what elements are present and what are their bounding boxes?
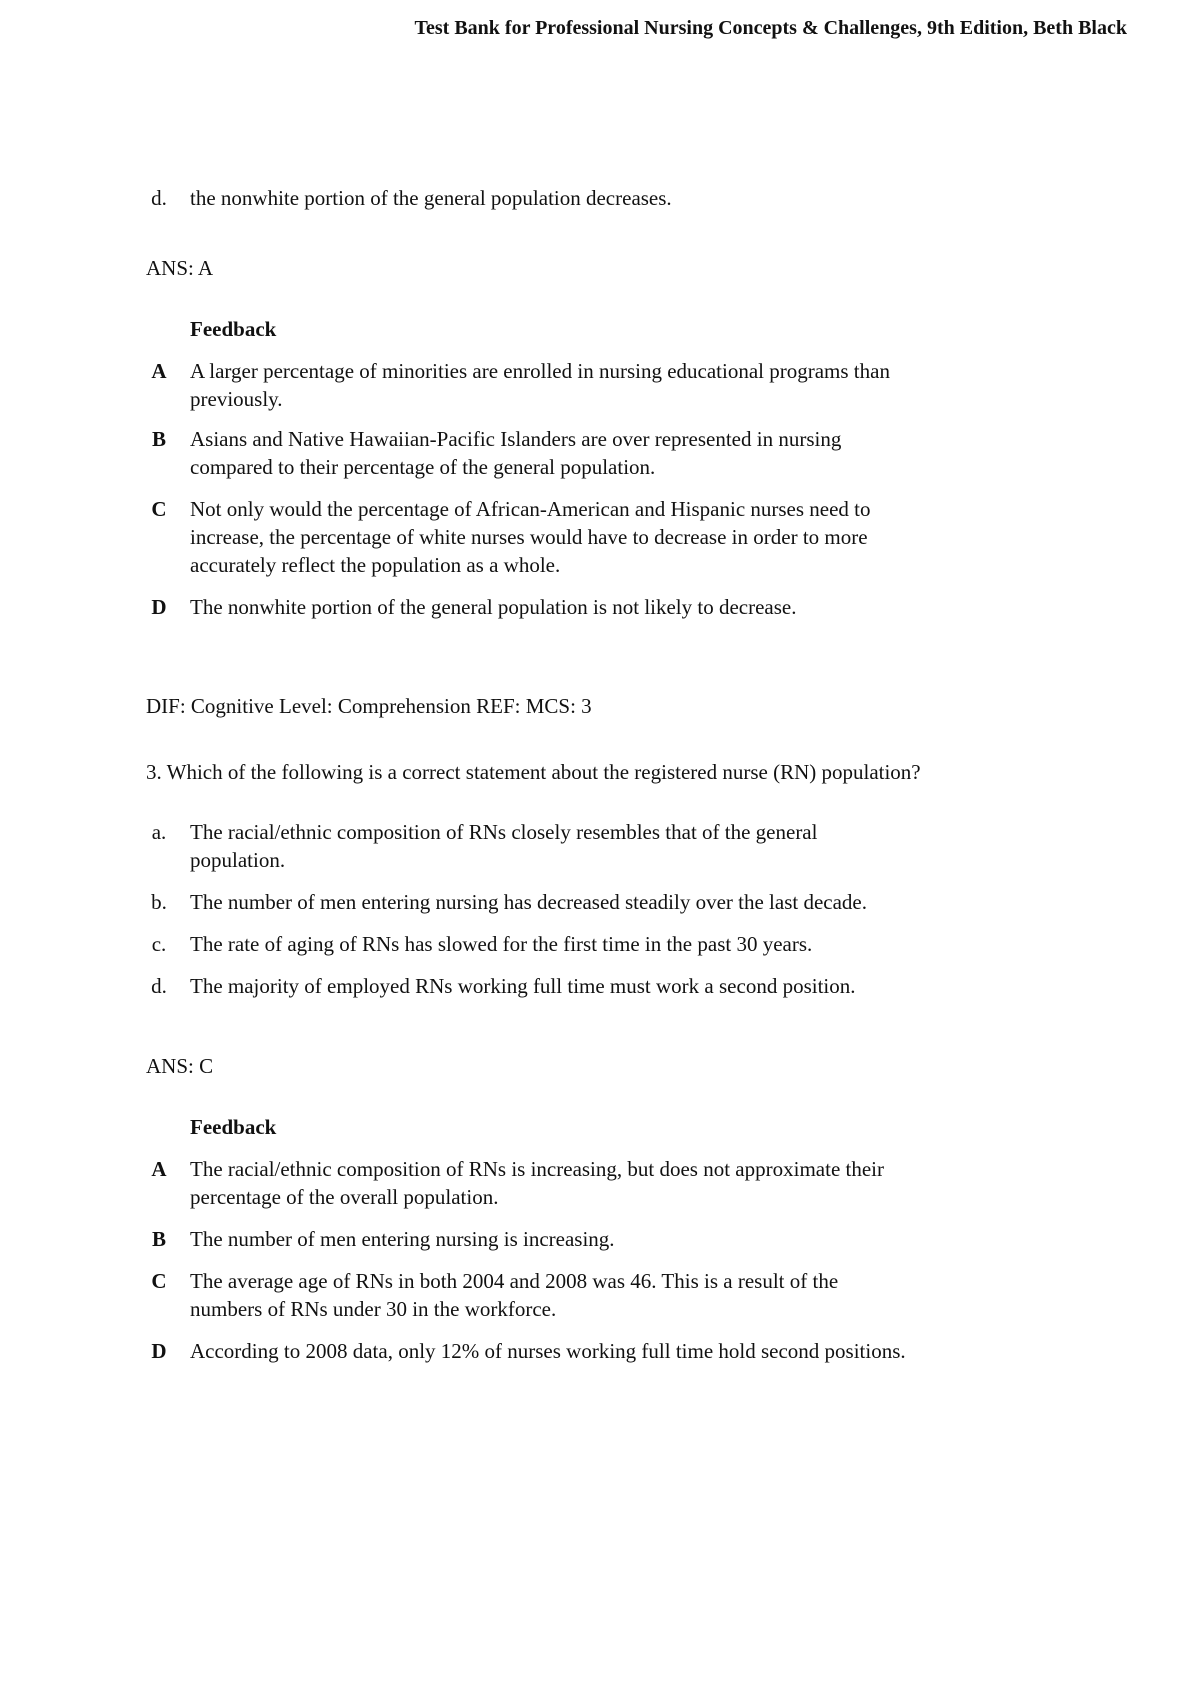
q3-feedback — [146, 1113, 906, 1365]
option-item — [146, 888, 1150, 916]
option-label: a. — [151, 820, 167, 844]
option-item — [146, 972, 1150, 1000]
feedback-title: Feedback — [190, 1115, 277, 1139]
feedback-text: The racial/ethnic composition of RNs is increasing, but does not approximate their percentage of the overall population. — [190, 1157, 884, 1209]
feedback-item — [146, 1337, 906, 1365]
option-text: The majority of employed RNs working full time must work a second position. — [190, 974, 856, 998]
option-item — [146, 818, 906, 874]
q3-answer: ANS: C — [146, 1054, 214, 1078]
q2-answer: ANS: A — [146, 256, 214, 280]
feedback-text: Not only would the percentage of African-American and Hispanic nurses need to increase, the percentage of white nurses would have to decrease in order to more accurately reflect the population as a whole. — [190, 497, 871, 577]
feedback-label: D — [151, 1339, 167, 1363]
feedback-text: The number of men entering nursing is increasing. — [190, 1227, 615, 1251]
feedback-text: According to 2008 data, only 12% of nurses working full time hold second positions. — [190, 1339, 906, 1363]
feedback-text: The nonwhite portion of the general population is not likely to decrease. — [190, 595, 797, 619]
option-label: b. — [151, 890, 167, 914]
feedback-label: C — [151, 497, 167, 521]
option-label: d. — [151, 974, 167, 998]
feedback-item — [146, 495, 906, 579]
option-text: The number of men entering nursing has decreased steadily over the last decade. — [190, 890, 867, 914]
feedback-item — [146, 357, 906, 413]
feedback-item — [146, 425, 906, 481]
option-text: The rate of aging of RNs has slowed for the first time in the past 30 years. — [190, 932, 813, 956]
feedback-label: B — [151, 427, 166, 451]
feedback-item — [146, 1267, 906, 1323]
feedback-label: D — [151, 595, 167, 619]
page-header: Test Bank for Professional Nursing Concepts & Challenges, 9th Edition, Beth Black — [414, 17, 1127, 39]
q3-options — [146, 818, 906, 1000]
feedback-label: A — [151, 359, 167, 383]
q3-stem: 3. Which of the following is a correct statement about the registered nurse (RN) population? — [146, 760, 921, 784]
option-item — [146, 930, 1150, 958]
feedback-item — [146, 593, 906, 621]
option-label: d. — [151, 186, 167, 210]
option-text: the nonwhite portion of the general population decreases. — [190, 186, 672, 210]
feedback-item — [146, 1225, 906, 1253]
feedback-label: B — [151, 1227, 166, 1251]
q2-feedback — [146, 315, 906, 621]
feedback-label: A — [151, 1157, 167, 1181]
feedback-text: Asians and Native Hawaiian-Pacific Islanders are over represented in nursing compared to their percentage of the general population. — [190, 427, 842, 479]
feedback-title: Feedback — [190, 317, 277, 341]
option-text: The racial/ethnic composition of RNs closely resembles that of the general population. — [190, 820, 818, 872]
feedback-text: A larger percentage of minorities are enrolled in nursing educational programs than previously. — [190, 359, 890, 411]
feedback-label: C — [151, 1269, 167, 1293]
q2-option-d — [146, 184, 1106, 212]
feedback-item — [146, 1155, 906, 1211]
feedback-text: The average age of RNs in both 2004 and 2008 was 46. This is a result of the numbers of RNs under 30 in the workforce. — [190, 1269, 839, 1321]
option-label: c. — [151, 932, 167, 956]
q2-meta: DIF: Cognitive Level: Comprehension REF: MCS: 3 — [146, 694, 592, 718]
